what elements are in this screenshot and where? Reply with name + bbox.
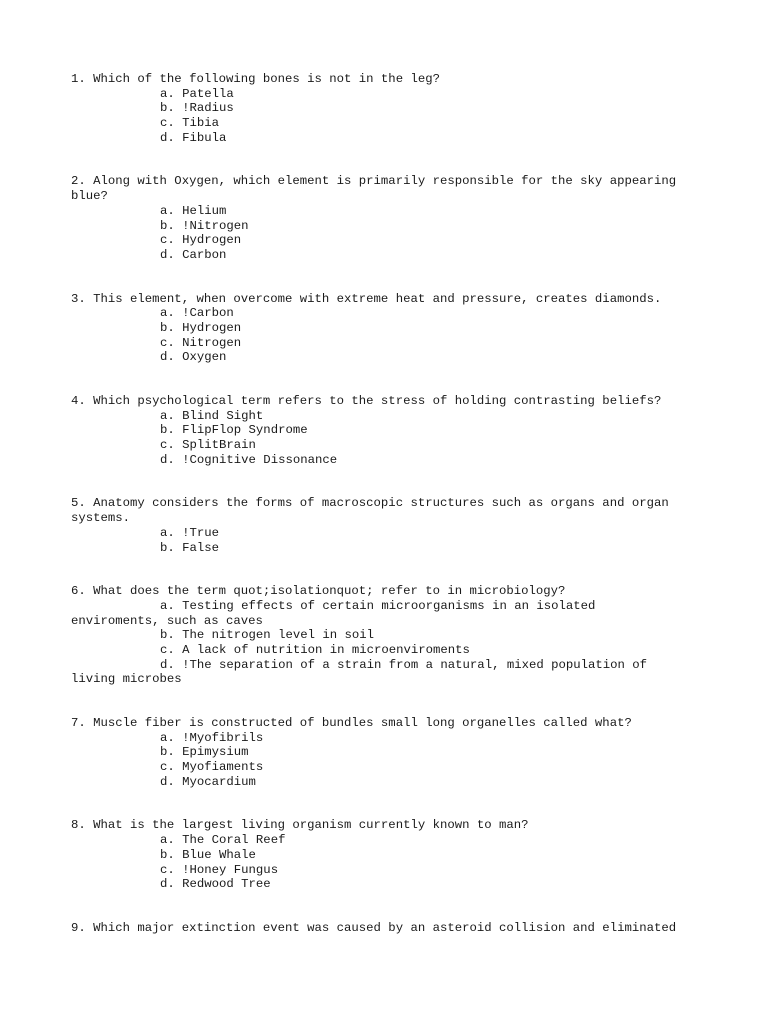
- answer-option: a. !Myofibrils: [160, 730, 264, 745]
- answer-option: b. !Radius: [160, 101, 234, 116]
- question-block: [71, 818, 701, 891]
- answer-option: b. Hydrogen: [160, 320, 242, 335]
- answer-option: enviroments, such as caves: [71, 613, 263, 628]
- question-text: 3. This element, when overcome with extreme heat and pressure, creates diamonds.: [71, 291, 662, 306]
- question-block: [71, 174, 701, 262]
- question-text: blue?: [71, 189, 108, 204]
- answer-option: a. Patella: [160, 86, 234, 101]
- question-text: 4. Which psychological term refers to the stress of holding contrasting beliefs?: [71, 394, 662, 408]
- answer-option: b. False: [160, 540, 220, 555]
- question-block: [71, 496, 701, 555]
- answer-option: a. The Coral Reef: [160, 833, 286, 848]
- question-block: [71, 716, 701, 789]
- answer-option: a. !Carbon: [160, 306, 234, 321]
- answer-option: c. Nitrogen: [160, 335, 242, 350]
- answer-option: b. Blue Whale: [160, 847, 256, 862]
- answer-option: c. !Honey Fungus: [160, 862, 279, 877]
- answer-option: c. A lack of nutrition in microenviroments: [160, 642, 470, 657]
- answer-option: a. !True: [160, 525, 220, 540]
- answer-option: d. Redwood Tree: [160, 877, 271, 892]
- question-block: [71, 921, 701, 936]
- answer-option: a. Blind Sight: [160, 408, 264, 423]
- question-block: [71, 394, 701, 467]
- answer-option: c. Hydrogen: [160, 233, 242, 248]
- answer-option: b. FlipFlop Syndrome: [160, 423, 308, 438]
- question-block: [71, 72, 701, 145]
- answer-option: d. Oxygen: [160, 350, 227, 365]
- answer-option: d. Fibula: [160, 130, 227, 145]
- answer-option: living microbes: [71, 672, 182, 687]
- question-block: [71, 292, 701, 365]
- question-text: 1. Which of the following bones is not in the leg?: [71, 72, 440, 86]
- quiz-document: [71, 72, 701, 965]
- question-block: [71, 584, 701, 687]
- answer-option: c. Tibia: [160, 116, 220, 131]
- answer-option: a. Helium: [160, 203, 227, 218]
- question-text: 7. Muscle fiber is constructed of bundles small long organelles called what?: [71, 716, 632, 730]
- question-text: 9. Which major extinction event was caused by an asteroid collision and eliminated: [71, 920, 677, 935]
- answer-option: a. Testing effects of certain microorganisms in an isolated: [160, 598, 596, 613]
- answer-option: d. Carbon: [160, 247, 227, 262]
- answer-option: b. Epimysium: [160, 745, 249, 760]
- question-text: systems.: [71, 511, 131, 526]
- question-text: 2. Along with Oxygen, which element is primarily responsible for the sky appearing: [71, 174, 677, 189]
- answer-option: d. Myocardium: [160, 774, 256, 789]
- answer-option: c. SplitBrain: [160, 438, 256, 453]
- answer-option: c. Myofiaments: [160, 760, 264, 775]
- question-text: 6. What does the term quot;isolationquot; refer to in microbiology?: [71, 584, 566, 599]
- answer-option: d. !Cognitive Dissonance: [160, 452, 338, 467]
- answer-option: d. !The separation of a strain from a natural, mixed population of: [160, 657, 648, 672]
- question-text: 5. Anatomy considers the forms of macroscopic structures such as organs and organ: [71, 496, 669, 511]
- question-text: 8. What is the largest living organism currently known to man?: [71, 818, 529, 833]
- answer-option: b. The nitrogen level in soil: [160, 628, 375, 643]
- answer-option: b. !Nitrogen: [160, 218, 249, 233]
